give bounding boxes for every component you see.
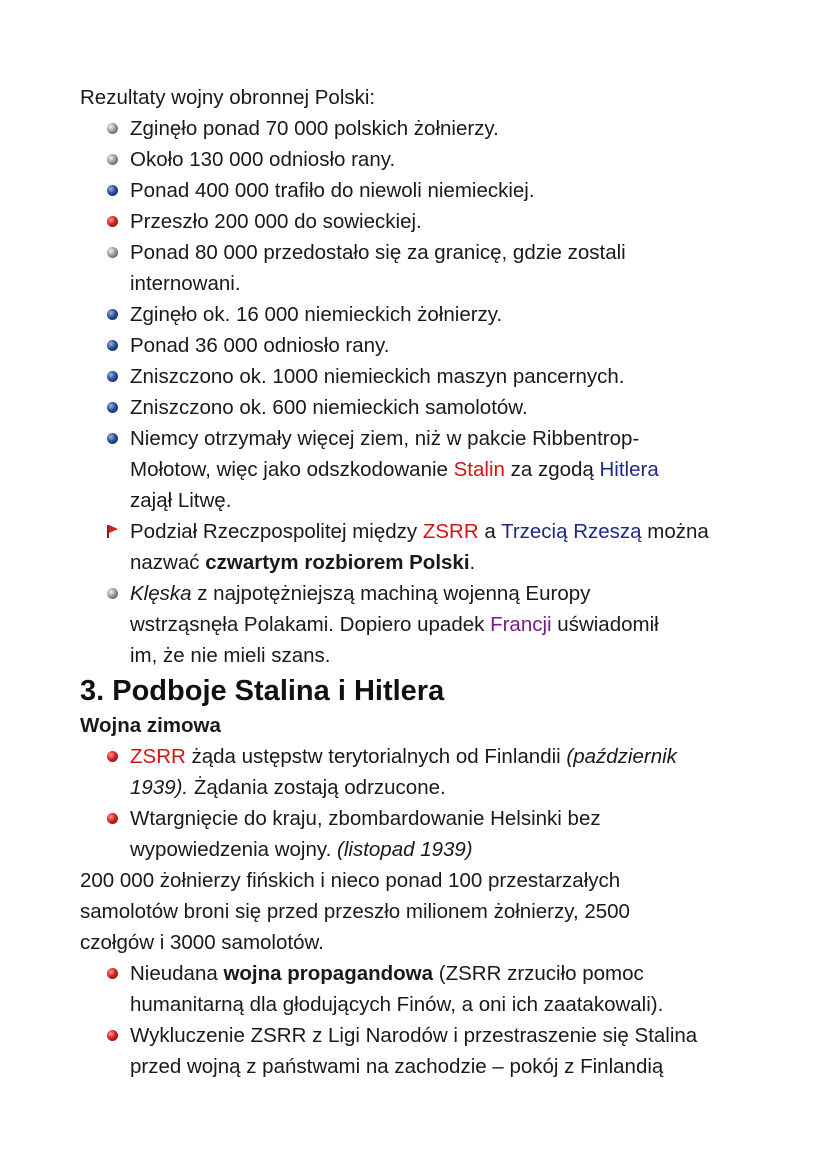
list-item: Zniszczono ok. 600 niemieckich samolotów. <box>130 392 768 423</box>
intro-line: Rezultaty wojny obronnej Polski: <box>80 86 376 109</box>
francji-highlight: Francji <box>490 613 552 636</box>
blue-bullet-icon <box>107 371 118 382</box>
stalin-highlight: Stalin <box>453 458 505 481</box>
results-list <box>80 113 768 671</box>
list-item: Niemcy otrzymały więcej ziem, niż w pakcie Ribbentrop- Mołotow, więc jako odszkodowanie Stalin za zgodą Hitlera zajął Litwę. <box>130 423 768 516</box>
winter-war-list <box>80 741 768 865</box>
gray-bullet-icon <box>107 154 118 165</box>
red-bullet-icon <box>107 968 118 979</box>
red-flag-bullet-icon <box>107 525 119 538</box>
list-item: Zniszczono ok. 1000 niemieckich maszyn pancernych. <box>130 361 768 392</box>
winter-war-paragraph: 200 000 żołnierzy fińskich i nieco ponad 100 przestarzałych samolotów broni się przed przeszło milionem żołnierzy, 2500 czołgów i 3000 samolotów. <box>80 869 630 954</box>
list-item: Około 130 000 odniosło rany. <box>130 144 768 175</box>
italic-word: Klęska <box>130 582 192 605</box>
gray-bullet-icon <box>107 123 118 134</box>
trzecia-rzesza-highlight: Trzecią Rzeszą <box>501 520 642 543</box>
blue-bullet-icon <box>107 433 118 444</box>
blue-bullet-icon <box>107 309 118 320</box>
list-item: Ponad 80 000 przedostało się za granicę, gdzie zostali internowani. <box>130 237 768 299</box>
list-item: Nieudana wojna propagandowa (ZSRR zrzuciło pomoc humanitarną dla głodujących Finów, a oni ich zaatakowali). <box>130 958 768 1020</box>
red-bullet-icon <box>107 1030 118 1041</box>
blue-bullet-icon <box>107 340 118 351</box>
list-item: Podział Rzeczpospolitej między ZSRR a Trzecią Rzeszą można nazwać czwartym rozbiorem Polski. <box>130 516 768 578</box>
red-bullet-icon <box>107 216 118 227</box>
winter-war-list-2 <box>80 958 768 1082</box>
red-bullet-icon <box>107 813 118 824</box>
blue-bullet-icon <box>107 185 118 196</box>
list-item: Klęska z najpotężniejszą machiną wojenną Europy wstrząsnęła Polakami. Dopiero upadek Francji uświadomił im, że nie mieli szans. <box>130 578 768 671</box>
list-item: Wykluczenie ZSRR z Ligi Narodów i przestraszenie się Stalina przed wojną z państwami na zachodzie – pokój z Finlandią <box>130 1020 768 1082</box>
subheading: Wojna zimowa <box>80 714 221 737</box>
list-item: Wtargnięcie do kraju, zbombardowanie Helsinki bez wypowiedzenia wojny. (listopad 1939) <box>130 803 768 865</box>
list-item: Ponad 400 000 trafiło do niewoli niemieckiej. <box>130 175 768 206</box>
list-item: Zginęło ponad 70 000 polskich żołnierzy. <box>130 113 768 144</box>
blue-bullet-icon <box>107 402 118 413</box>
gray-bullet-icon <box>107 247 118 258</box>
list-item: Ponad 36 000 odniosło rany. <box>130 330 768 361</box>
hitlera-highlight: Hitlera <box>599 458 659 481</box>
bold-phrase: wojna propagandowa <box>223 962 434 985</box>
zsrr-highlight: ZSRR <box>422 520 479 543</box>
zsrr-highlight: ZSRR <box>130 745 186 768</box>
bold-phrase: czwartym rozbiorem Polski <box>205 551 470 574</box>
list-item: Zginęło ok. 16 000 niemieckich żołnierzy. <box>130 299 768 330</box>
red-bullet-icon <box>107 751 118 762</box>
gray-bullet-icon <box>107 588 118 599</box>
section-heading: 3. Podboje Stalina i Hitlera <box>80 675 445 707</box>
list-item: Przeszło 200 000 do sowieckiej. <box>130 206 768 237</box>
list-item: ZSRR żąda ustępstw terytorialnych od Finlandii (październik 1939). Żądania zostają odrzucone. <box>130 741 768 803</box>
